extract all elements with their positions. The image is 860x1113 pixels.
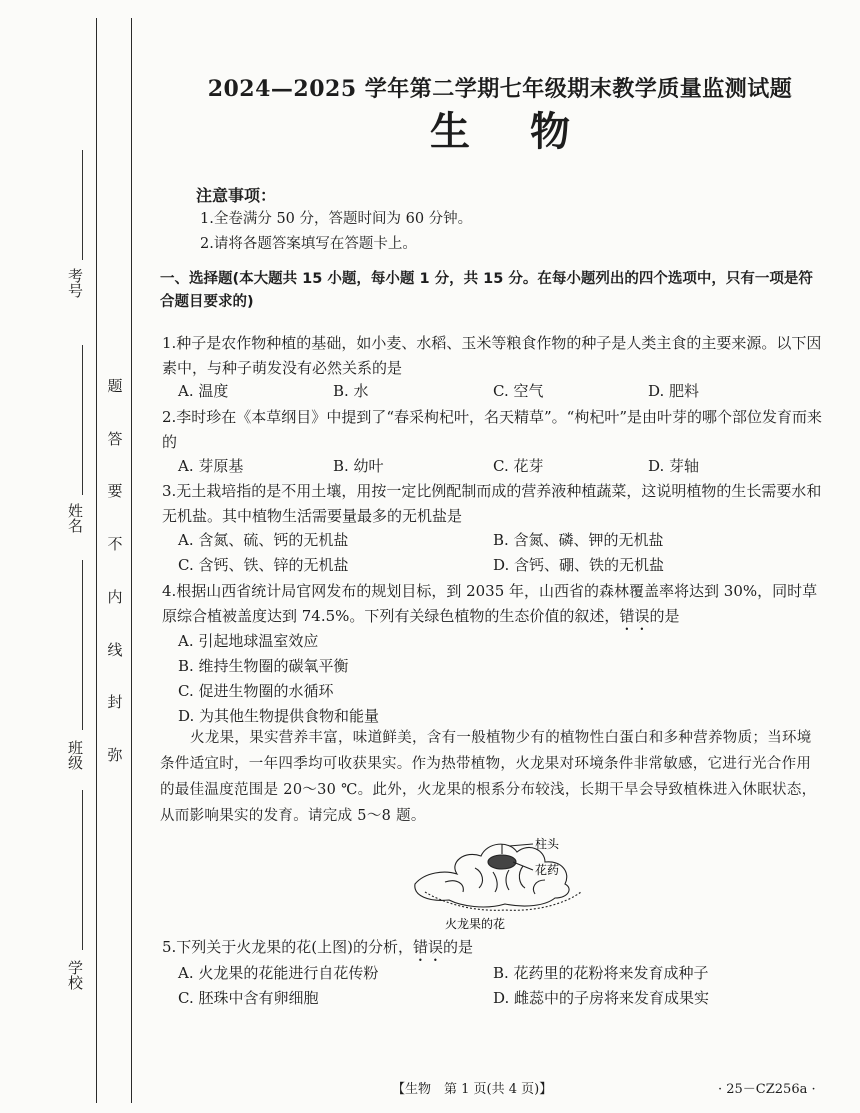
option: B. 含氮、磷、钾的无机盐 xyxy=(493,531,664,549)
note-item: 1.全卷满分 50 分，答题时间为 60 分钟。 xyxy=(200,211,473,227)
option: D. 肥料 xyxy=(648,382,700,400)
option: B. 维持生物圈的碳氧平衡 xyxy=(178,657,349,675)
emphasis-text: 错误 xyxy=(619,607,650,625)
note-item: 2.请将各题答案填写在答题卡上。 xyxy=(200,236,417,252)
seal-char: 不 xyxy=(107,535,123,554)
question-2-options xyxy=(178,455,818,479)
figure-label-stigma: 柱头 xyxy=(535,837,560,851)
exam-title: 2024—2025 学年第二学期七年级期末教学质量监测试题 xyxy=(207,76,793,102)
seal-char: 答 xyxy=(107,429,123,448)
option: A. 温度 xyxy=(178,382,229,400)
field-class-label: 班级 xyxy=(66,740,84,770)
footer-code: · 25－CZ256a · xyxy=(718,1082,816,1097)
field-name-label: 姓名 xyxy=(66,503,84,533)
option: D. 为其他生物提供食物和能量 xyxy=(178,707,380,725)
option: A. 芽原基 xyxy=(178,457,244,475)
binding-line-inner xyxy=(131,18,132,1103)
footer-page-info: 【生物 第 1 页(共 4 页)】 xyxy=(392,1082,553,1097)
question-3-stem: 3.无土栽培指的是不用土壤，用按一定比例配制而成的营养液种植蔬菜，这说明植物的生长需要水和无机盐。其中植物生活需要量最多的无机盐是 xyxy=(162,482,822,525)
question-1-options xyxy=(178,380,818,404)
question-5-stem xyxy=(162,935,822,965)
seal-line-text xyxy=(102,375,128,765)
reading-passage: 火龙果，果实营养丰富，味道鲜美，含有一般植物少有的植物性白蛋白和多种营养物质；当环境条件适宜时，一年四季均可收获果实。作为热带植物，火龙果对环境条件非常敏感，它进行光合作用的最佳温度范围是 20～30 ℃。此外，火龙果的根系分布较浅，长期干旱会导致植株进入休眠状态，从而影响果实的发育。请完成 5～8 题。 xyxy=(160,730,817,824)
seal-char: 线 xyxy=(107,640,123,659)
seal-char: 题 xyxy=(107,377,123,395)
seal-char: 内 xyxy=(107,587,123,606)
field-exam-number-label: 考号 xyxy=(66,268,84,298)
seal-char: 要 xyxy=(107,482,123,501)
option: A. 含氮、硫、钙的无机盐 xyxy=(178,531,349,549)
figure-label-anther: 花药 xyxy=(535,863,560,877)
option: C. 促进生物圈的水循环 xyxy=(178,682,334,700)
figure-caption: 火龙果的花 xyxy=(445,917,506,931)
option: C. 含钙、铁、锌的无机盐 xyxy=(178,556,349,574)
field-exam-number-line xyxy=(82,150,83,260)
stem-text: 4.根据山西省统计局官网发布的规划目标，到 2035 年，山西省的森林覆盖率将达到 30%，同时草原综合植被盖度达到 74.5%。下列有关绿色植物的生态价值的叙述， xyxy=(162,582,818,625)
seal-char: 弥 xyxy=(107,745,123,764)
section-heading: 一、选择题(本大题共 15 小题，每小题 1 分，共 15 分。在每小题列出的四个选项中，只有一项是符合题目要求的) xyxy=(160,271,813,310)
stem-text: 的是 xyxy=(443,938,474,956)
exam-subject: 生物 xyxy=(430,108,630,155)
question-2-stem: 2.李时珍在《本草纲目》中提到了“春采枸杞叶，名天精草”。“枸杞叶”是由叶芽的哪个部位发育而来的 xyxy=(162,408,822,451)
emphasis-text: 错误 xyxy=(413,938,444,956)
option: C. 空气 xyxy=(493,382,544,400)
field-name-line xyxy=(82,345,83,495)
option: A. 引起地球温室效应 xyxy=(178,632,319,650)
field-school-line xyxy=(82,790,83,950)
option: C. 胚珠中含有卵细胞 xyxy=(178,989,319,1007)
option: D. 含钙、硼、铁的无机盐 xyxy=(493,556,665,574)
option: D. 芽轴 xyxy=(648,457,700,475)
stem-text: 的是 xyxy=(649,607,680,625)
stem-text: 5.下列关于火龙果的花(上图)的分析， xyxy=(162,938,414,956)
question-4-stem xyxy=(162,579,822,634)
option: D. 雌蕊中的子房将来发育成果实 xyxy=(493,989,710,1007)
option: A. 火龙果的花能进行自花传粉 xyxy=(178,964,379,982)
binding-line-outer xyxy=(96,18,97,1103)
option: B. 花药里的花粉将来发育成种子 xyxy=(493,964,709,982)
option: B. 幼叶 xyxy=(333,457,384,475)
field-class-line xyxy=(82,560,83,730)
notes-heading: 注意事项： xyxy=(196,186,277,205)
seal-char: 封 xyxy=(107,693,123,712)
dragon-fruit-flower-figure xyxy=(405,832,605,932)
option: C. 花芽 xyxy=(493,457,544,475)
dragon-fruit-flower-icon xyxy=(405,832,605,932)
option: B. 水 xyxy=(333,382,369,400)
field-school-label: 学校 xyxy=(66,960,84,990)
question-1-stem: 1.种子是农作物种植的基础，如小麦、水稻、玉米等粮食作物的种子是人类主食的主要来源。以下因素中，与种子萌发没有必然关系的是 xyxy=(162,334,822,377)
